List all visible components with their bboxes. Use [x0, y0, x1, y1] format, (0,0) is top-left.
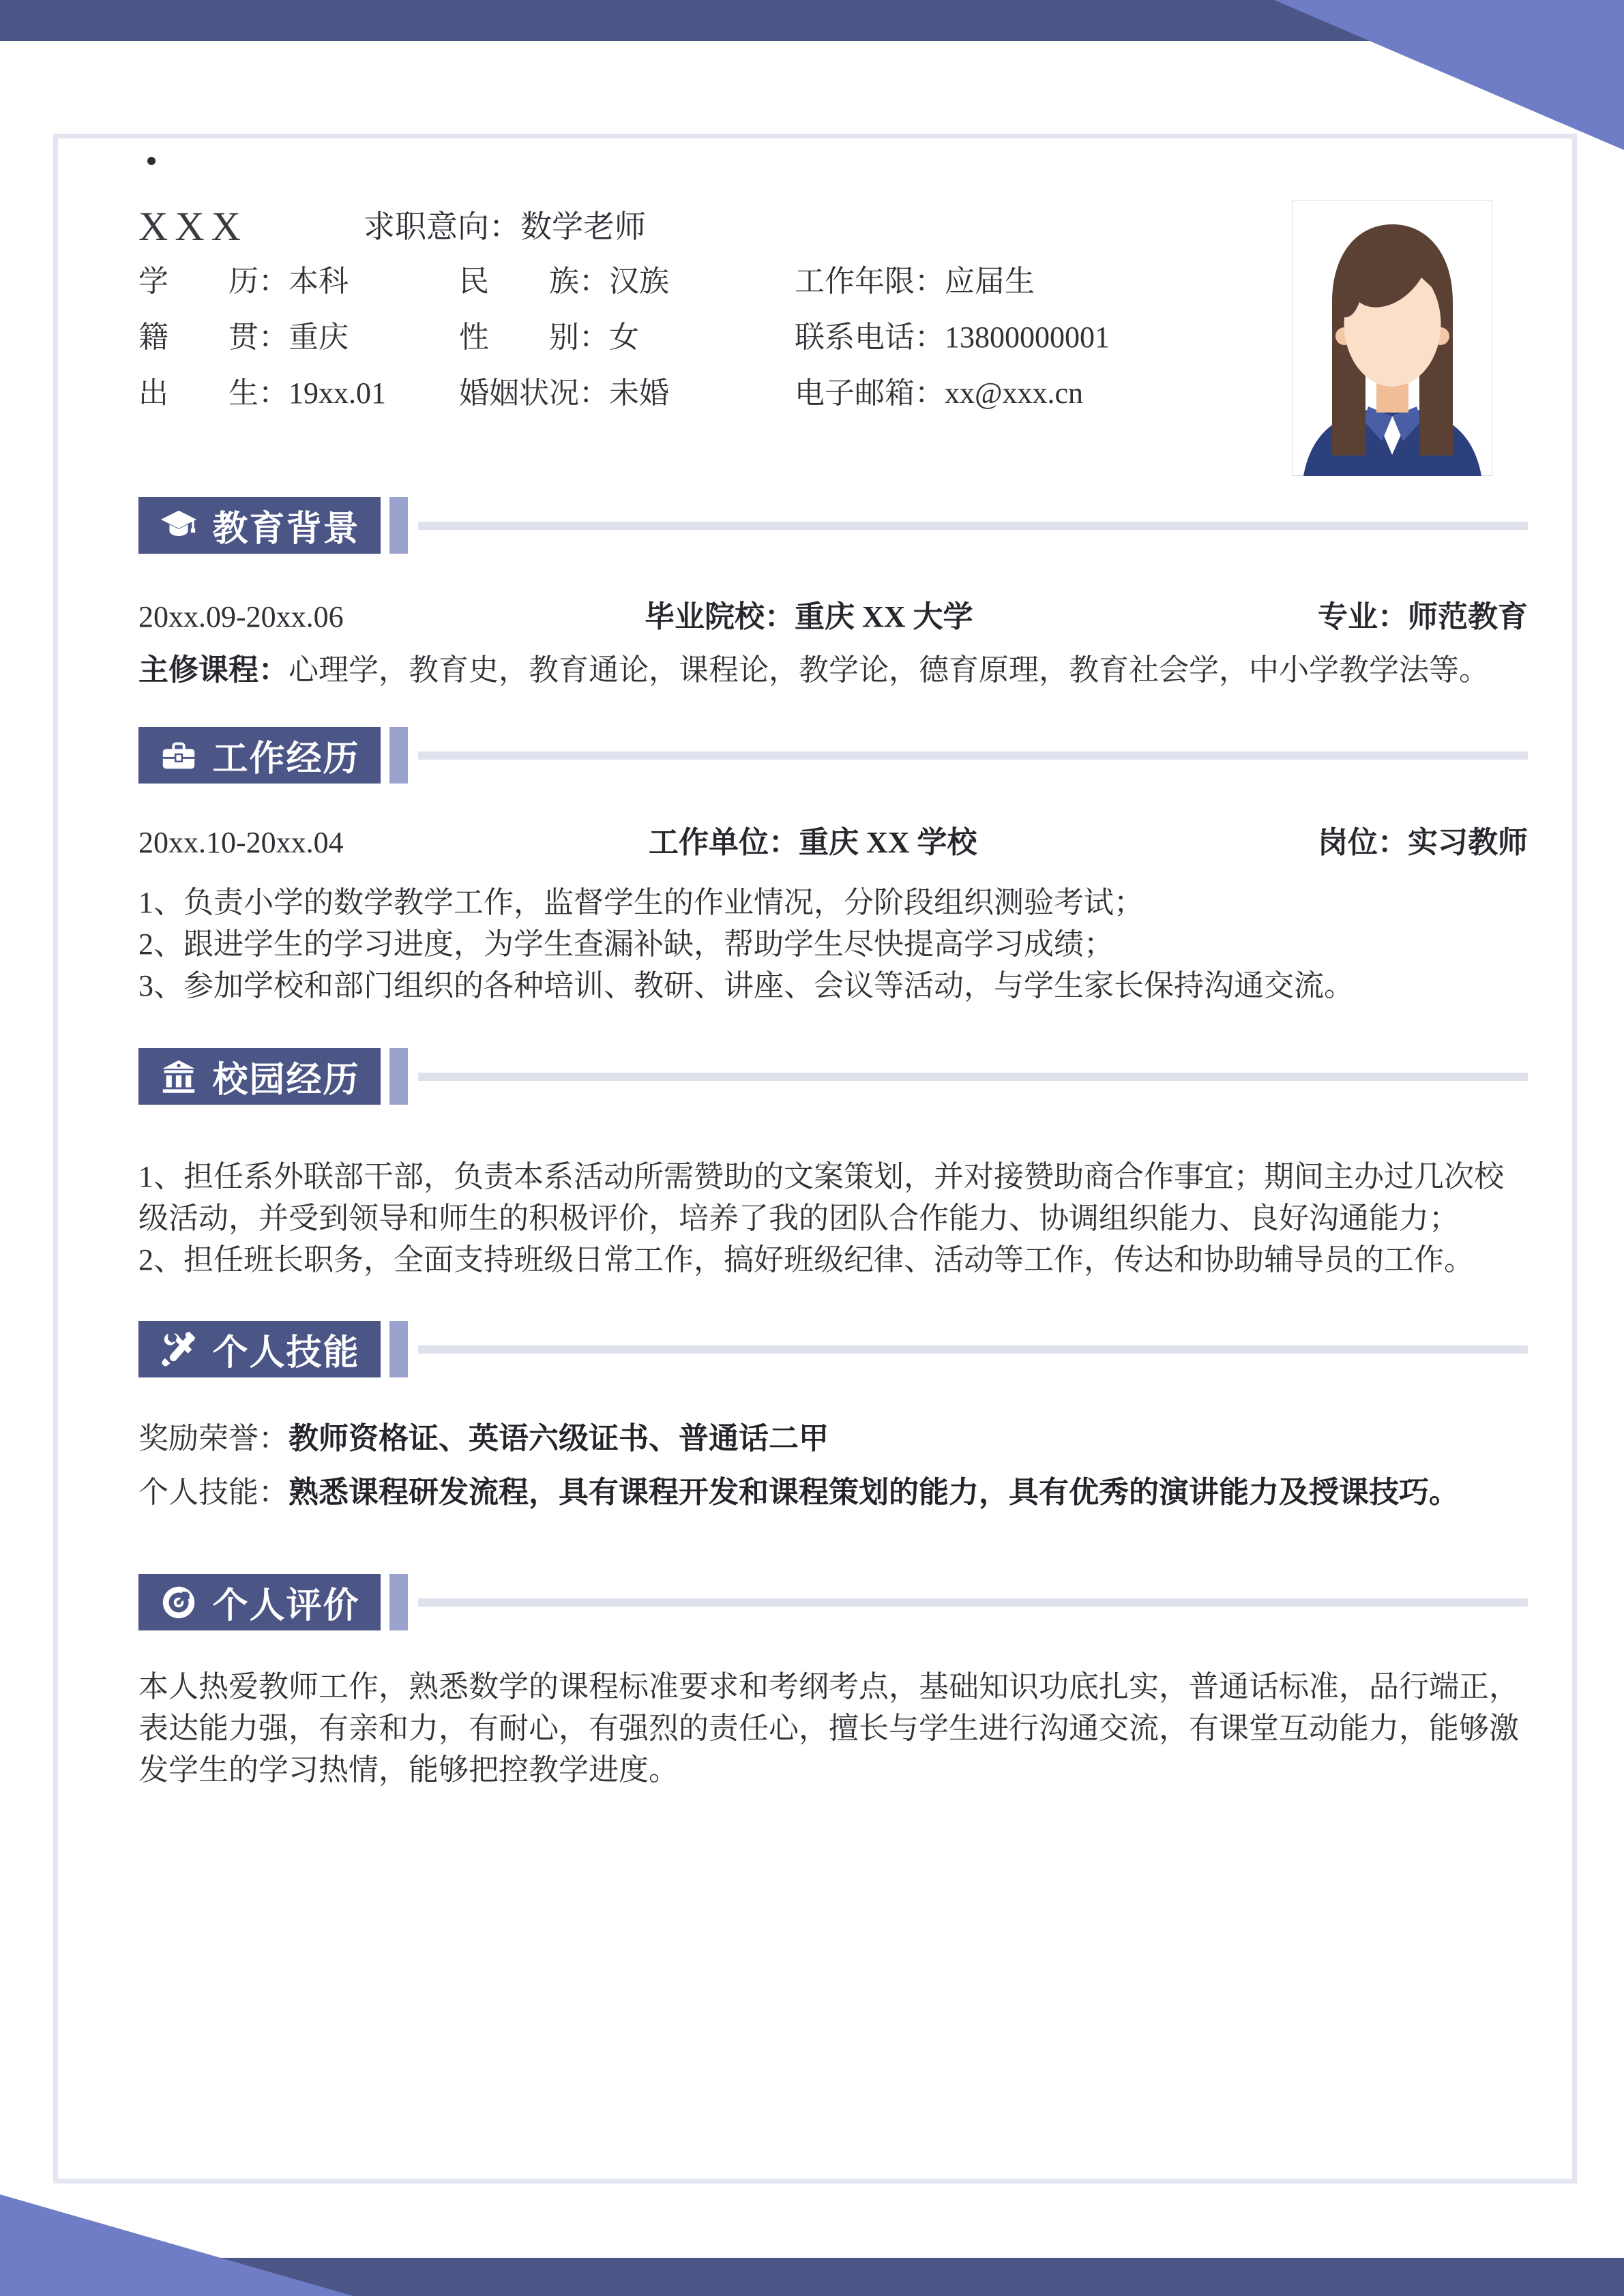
education-school: 毕业院校：重庆 XX 大学 [645, 600, 973, 633]
education-date: 20xx.09-20xx.06 [138, 600, 344, 633]
section-accent-bar [389, 1574, 408, 1630]
section-divider-line [418, 1073, 1528, 1081]
info-label: 出生 [138, 376, 259, 410]
colon: ： [915, 265, 945, 298]
section-title: 校园经历 [212, 1061, 360, 1100]
work-company: 工作单位：重庆 XX 学校 [649, 826, 977, 859]
target-dart-icon [159, 1583, 198, 1622]
info-label: 民族 [459, 265, 579, 298]
graduation-cap-icon [159, 506, 198, 546]
info-cell-ethnicity [459, 266, 795, 322]
section-title: 个人技能 [212, 1334, 360, 1373]
info-value: 本科 [289, 265, 349, 298]
work-meta-row [138, 827, 1528, 859]
colon: ： [259, 320, 289, 354]
work-date: 20xx.10-20xx.04 [138, 826, 344, 859]
work-position: 岗位：实习教师 [1318, 826, 1528, 859]
skills-label: 个人技能： [138, 1476, 289, 1509]
info-cell-education [138, 266, 459, 322]
info-label: 性别 [459, 320, 579, 354]
info-label: 电子邮箱 [795, 376, 915, 410]
education-title-box [138, 497, 381, 554]
info-label: 联系电话 [795, 320, 915, 354]
evaluation-title-box [138, 1574, 381, 1630]
courses-label: 主修课程： [138, 653, 289, 687]
section-divider-line [418, 1345, 1528, 1354]
resume-card [53, 134, 1577, 2183]
info-value: 汉族 [609, 265, 669, 298]
honors-line [138, 1423, 1528, 1455]
info-value: 未婚 [609, 376, 669, 410]
work-title-box [138, 727, 381, 784]
info-value: 重庆 [289, 320, 349, 354]
campus-items [138, 1156, 1528, 1281]
colon: ： [259, 376, 289, 410]
work-item: 1、负责小学的数学教学工作，监督学生的作业情况，分阶段组织测验考试； [138, 886, 1144, 919]
section-divider-line [418, 1598, 1528, 1607]
evaluation-paragraph: 本人热爱教师工作，熟悉数学的课程标准要求和考纲考点，基础知识功底扎实，普通话标准，品行端正，表达能力强，有亲和力，有耐心，有强烈的责任心，擅长与学生进行沟通交流，有课堂互动能力，能够激发学生的学习热情，能够把控教学进度。 [138, 1670, 1519, 1787]
courses-text: 心理学，教育史，教育通论，课程论，教学论，德育原理，教育社会学，中小学教学法等。 [289, 653, 1489, 687]
skills-title-box [138, 1321, 381, 1377]
skills-value: 熟悉课程研发流程，具有课程开发和课程策划的能力，具有优秀的演讲能力及授课技巧。 [289, 1476, 1459, 1509]
avatar-illustration [1293, 200, 1492, 476]
info-value: 13800000001 [945, 320, 1110, 354]
section-divider-line [418, 751, 1528, 760]
section-accent-bar [389, 727, 408, 784]
colon: ： [579, 376, 609, 410]
campus-title-box [138, 1048, 381, 1105]
section-accent-bar [389, 1321, 408, 1377]
colon: ： [579, 265, 609, 298]
colon: ： [259, 265, 289, 298]
info-value: 应届生 [945, 265, 1035, 298]
section-title: 工作经历 [212, 740, 360, 779]
candidate-name: XXX [138, 204, 248, 249]
education-meta-row [138, 601, 1528, 633]
profile-photo [1293, 200, 1492, 476]
section-accent-bar [389, 497, 408, 554]
section-header-campus [138, 1048, 1528, 1105]
briefcase-icon [159, 736, 198, 775]
section-title: 教育背景 [212, 510, 360, 549]
work-items [138, 882, 1528, 1007]
work-item: 3、参加学校和部门组织的各种培训、教研、讲座、会议等活动，与学生家长保持沟通交流。 [138, 969, 1354, 1002]
info-cell-marital-status [459, 378, 795, 434]
section-title: 个人评价 [212, 1587, 360, 1626]
stray-bullet-dot [147, 157, 156, 165]
colon: ： [579, 320, 609, 354]
colon: ： [915, 320, 945, 354]
info-cell-native-place [138, 322, 459, 378]
info-cell-birth [138, 378, 459, 434]
info-label: 籍贯 [138, 320, 259, 354]
colon: ： [915, 376, 945, 410]
work-item: 2、跟进学生的学习进度，为学生查漏补缺，帮助学生尽快提高学习成绩； [138, 927, 1114, 961]
info-value: xx@xxx.cn [945, 376, 1084, 410]
section-divider-line [418, 522, 1528, 530]
campus-item: 2、担任班长职务，全面支持班级日常工作，搞好班级纪律、活动等工作，传达和协助辅导员的工作。 [138, 1243, 1474, 1277]
crossed-tools-icon [159, 1330, 198, 1369]
skills-line [138, 1477, 1528, 1508]
section-header-evaluation [138, 1574, 1528, 1630]
education-major: 专业：师范教育 [1318, 600, 1528, 633]
info-label: 婚姻状况 [459, 376, 579, 410]
info-label: 学历 [138, 265, 259, 298]
section-header-skills [138, 1321, 1528, 1377]
bank-building-icon [159, 1057, 198, 1097]
honors-value: 教师资格证、英语六级证书、普通话二甲 [289, 1422, 829, 1455]
education-courses-line [138, 649, 1528, 691]
section-header-work [138, 727, 1528, 784]
info-value: 女 [609, 320, 639, 354]
section-header-education [138, 497, 1528, 554]
info-cell-gender [459, 322, 795, 378]
campus-item: 1、担任系外联部干部，负责本系活动所需赞助的文案策划，并对接赞助商合作事宜；期间主办过几次校级活动，并受到领导和师生的积极评价，培养了我的团队合作能力、协调组织能力、良好沟通能力； [138, 1160, 1504, 1235]
info-value: 19xx.01 [289, 376, 386, 410]
honors-label: 奖励荣誉： [138, 1422, 289, 1455]
section-accent-bar [389, 1048, 408, 1105]
info-label: 工作年限 [795, 265, 915, 298]
job-intention: 求职意向：数学老师 [364, 209, 646, 244]
